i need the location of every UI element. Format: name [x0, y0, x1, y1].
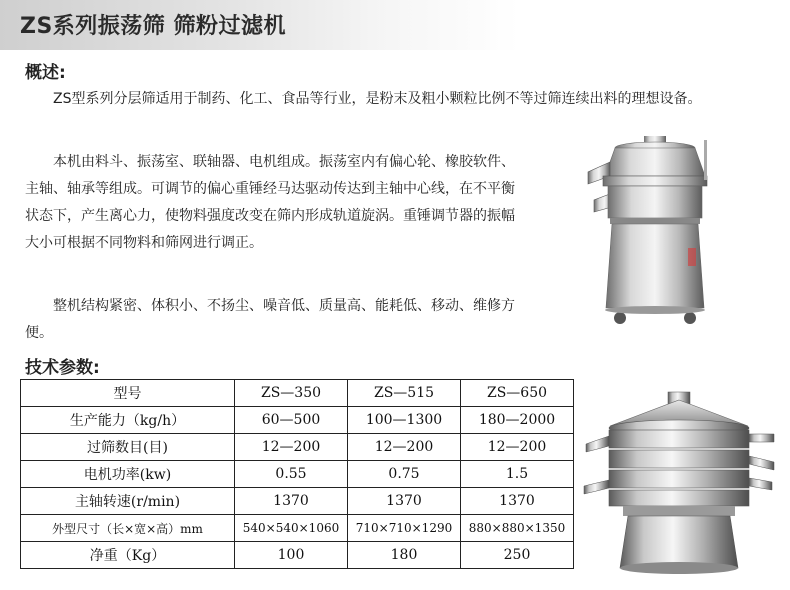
table-cell: ZS—350: [235, 380, 348, 407]
table-row: [21, 434, 574, 461]
table-row: [21, 461, 574, 488]
table-cell: 540×540×1060: [235, 515, 348, 542]
row-label: 电机功率(kw): [21, 461, 235, 488]
table-row: [21, 407, 574, 434]
table-cell: 100: [235, 542, 348, 569]
row-label: 生产能力（kg/h）: [21, 407, 235, 434]
row-label: 主轴转速(r/min): [21, 488, 235, 515]
table-cell: ZS—515: [348, 380, 461, 407]
table-cell: 100—1300: [348, 407, 461, 434]
table-cell: 880×880×1350: [461, 515, 574, 542]
table-cell: 1.5: [461, 461, 574, 488]
table-cell: 0.55: [235, 461, 348, 488]
title-bar: [0, 0, 520, 50]
row-label: 净重（Kg）: [21, 542, 235, 569]
table-cell: 12—200: [235, 434, 348, 461]
overview-paragraph-3: 整机结构紧密、体积小、不扬尘、噪音低、质量高、能耗低、移动、维修方便。: [25, 298, 515, 341]
table-cell: 0.75: [348, 461, 461, 488]
overview-paragraph-1: ZS型系列分层筛适用于制药、化工、食品等行业，是粉末及粗小颗粒比例不等过筛连续出料的理想设备。: [53, 91, 702, 107]
table-cell: 180—2000: [461, 407, 574, 434]
table-cell: ZS—650: [461, 380, 574, 407]
table-cell: 710×710×1290: [348, 515, 461, 542]
specs-heading: 技术参数:: [25, 358, 100, 378]
spec-table: [20, 379, 574, 569]
single-layer-sieve-image: [580, 128, 730, 333]
page-title: ZS系列振荡筛 筛粉过滤机: [20, 14, 286, 39]
multi-layer-sieve-image: [578, 390, 778, 580]
table-cell: 60—500: [235, 407, 348, 434]
table-cell: 250: [461, 542, 574, 569]
table-cell: 1370: [348, 488, 461, 515]
overview-paragraph-2: 本机由料斗、振荡室、联轴器、电机组成。振荡室内有偏心轮、橡胶软件、主轴、轴承等组成。可调节的偏心重锤经马达驱动传达到主轴中心线，在不平衡状态下，产生离心力，使物料强度改变在筛内形成轨道旋涡。重锤调节器的振幅大小可根据不同物料和筛网进行调正。: [25, 154, 515, 251]
overview-heading: 概述:: [25, 63, 66, 83]
table-cell: 1370: [461, 488, 574, 515]
table-cell: 12—200: [348, 434, 461, 461]
table-cell: 1370: [235, 488, 348, 515]
row-label: 型号: [21, 380, 235, 407]
table-row: [21, 515, 574, 542]
table-cell: 12—200: [461, 434, 574, 461]
table-row: [21, 542, 574, 569]
row-label: 外型尺寸（长×宽×高）mm: [21, 515, 235, 542]
table-row: [21, 380, 574, 407]
table-cell: 180: [348, 542, 461, 569]
table-row: [21, 488, 574, 515]
row-label: 过筛数目(目): [21, 434, 235, 461]
